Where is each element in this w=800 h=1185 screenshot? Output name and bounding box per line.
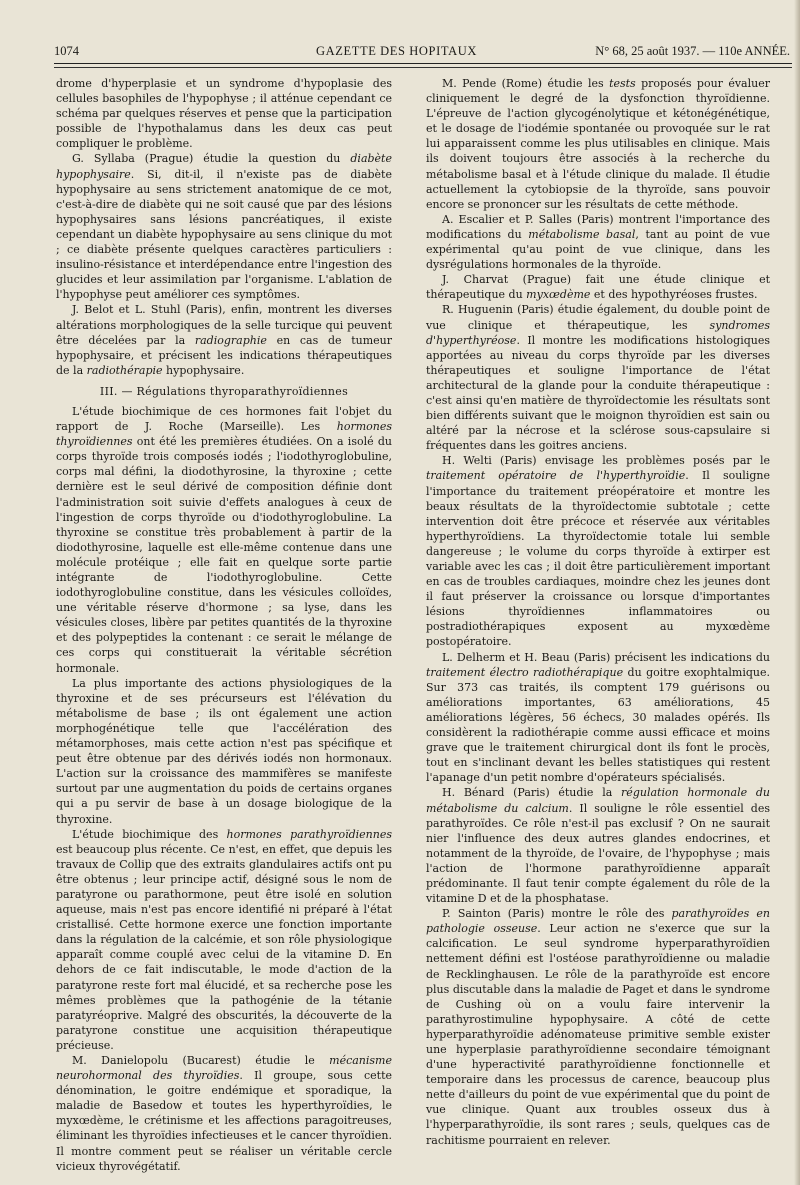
paragraph: P. Sainton (Paris) montre le rôle des parathyroïdes en pathologie osseuse. Leur action ne s'exerce que sur la calcification. Le seul syndrome hyperparathyroïdien nettement défini est l'ostéose parathyroïdienne ou maladie de Recklinghausen. Le rôle de la parathyroïde est encore plus discutable dans la maladie de Paget et dans le syndrome de Cushing où on a voulu faire intervenir la parathyrostimuline hypophysaire. A côté de cette hyperparathyroïdie adénomateuse primitive semble exister une hyperplasie parathyroïdienne secondaire témoignant d'une hyperactivité parathyroïdienne fonctionnelle et temporaire dans les processus de carence, beaucoup plus nette d'ailleurs du point de vue expérimental que du point de vue clinique. Quant aux troubles osseux dus à l'hyperparathyroïdie, ils sont rares ; seuls, quelques cas de rachitisme pourraient en relever. <box>426 907 770 1147</box>
paragraph: L'étude biochimique des hormones parathyroïdiennes est beaucoup plus récente. Ce n'est, en effet, que depuis les travaux de Collip que des extraits glandulaires actifs ont pu être obtenus ; leur principe actif, désigné sous le nom de paratyrone ou parathormone, peut être isolé en solution aqueuse, mais n'est pas encore identifié ni préparé à l'état cristallisé. Cette hormone exerce une fonction importante dans la régulation de la calcémie, et son rôle physiologique apparaît comme couplé avec celui de la vitamine D. En dehors de ce fait indiscutable, le mode d'action de la paratyrone reste fort mal élucidé, et sa recherche pose les mêmes problèmes que la pathogénie de la tétanie paratyréoprive. Malgré des obscurités, la découverte de la paratyrone constitue une acquisition thérapeutique précieuse. <box>56 827 392 1052</box>
header-rule-thin <box>54 67 792 68</box>
paragraph: La plus importante des actions physiologiques de la thyroxine et de ses précurseurs est l'élévation du métabolisme de base ; ils ont également une action morphogénétique telle que l'accélération des métamorphoses, mais cette action n'est pas spécifique et peut être obtenue par des dérivés iodés non hormonaux. L'action sur la croissance des mammifères se manifeste surtout par une augmentation du poids de certains organes qui a pu servir de base à un dosage biologique de la thyroxine. <box>56 676 392 826</box>
page-header <box>54 44 790 64</box>
paragraph: R. Huguenin (Paris) étudie également, du double point de vue clinique et thérapeutique, les syndromes d'hyperthyréose. Il montre les modifications histologiques apportées au niveau du corps thyroïde par les diverses thérapeutiques et souligne l'importance de l'état architectural de la glande pour la conduite thérapeutique : c'est ainsi qu'en matière de thyroïdectomie les résultats sont bien différents suivant que le moignon thyroïdien est sain ou altéré par la nécrose et la sclérose sous-capsulaire si fréquentes dans les goitres anciens. <box>426 303 770 453</box>
paragraph: L'étude biochimique de ces hormones fait l'objet du rapport de J. Roche (Marseille). Les hormones thyroïdiennes ont été les premières étudiées. On a isolé du corps thyroïde trois composés iodés ; l'iodothyroglobuline, corps mal défini, la diodothyrosine, la thyroxine ; cette dernière est le seul dérivé de composition définie dont l'administration soit suivie d'effets analogues à ceux de l'ingestion de corps thyroïde ou d'iodothyroglobuline. La thyroxine se constitue très probablement à partir de la diodothyrosine, laquelle est elle-même contenue dans une molécule protéique ; elle fait en quelque sorte partie intégrante de l'iodothyroglobuline. Cette iodothyroglobuline constitue, dans les vésicules colloïdes, une véritable réserve d'hormone ; sa lyse, dans les vésicules closes, libère par petites quantités de la thyroxine et des polypeptides la contenant : ce serait le mélange de ces corps qui constituerait la véritable sécrétion hormonale. <box>56 404 392 675</box>
paragraph: M. Pende (Rome) étudie les tests proposés pour évaluer cliniquement le degré de la dysfonction thyroïdienne. L'épreuve de l'action glycogénolytique et kétonégénétique, et le dosage de l'iodémie spontanée ou provoquée sur le rat lui apparaissent comme les plus utilisables en clinique. Mais ils doivent toujours être associés à la recherche du métabolisme basal et à l'étude clinique du malade. Il étudie actuellement la cytobiopsie de la thyroïde, sans pouvoir encore se prononcer sur les résultats de cette méthode. <box>426 77 770 211</box>
paragraph: J. Belot et L. Stuhl (Paris), enfin, montrent les diverses altérations morphologiques de la selle turcique qui peuvent être décelées par la radiographie en cas de tumeur hypophysaire, et précisent les indications thérapeutiques de la radiothérapie hypophysaire. <box>56 303 392 377</box>
header-rule <box>54 63 792 64</box>
right-column <box>426 76 770 1148</box>
paragraph: drome d'hyperplasie et un syndrome d'hypoplasie des cellules basophiles de l'hypophyse ; il atténue cependant ce schéma par quelques réserves et pense que la participation possible de l'hypothalamus dans les deux cas peut compliquer le problème. <box>56 77 392 151</box>
page-binding-edge <box>794 0 800 1185</box>
issue-line: N° 68, 25 août 1937. — 110e ANNÉE. <box>595 44 790 58</box>
paragraph: H. Bénard (Paris) étudie la régulation hormonale du métabolisme du calcium. Il souligne le rôle essentiel des parathyroïdes. Ce rôle n'est-il pas exclusif ? On ne saurait nier l'influence des deux autres glandes endocrines, et notamment de la thyroïde, de l'ovaire, de l'hypophyse ; mais l'action de l'hormone parathyroïdienne apparaît prédominante. Il faut tenir compte également du rôle de la vitamine D et de la phosphatase. <box>426 786 770 906</box>
page-number: 1074 <box>54 44 79 58</box>
paragraph: M. Danielopolu (Bucarest) étudie le mécanisme neurohormonal des thyroïdies. Il groupe, sous cette dénomination, le goitre endémique et sporadique, la maladie de Basedow et toutes les hyperthyroïdies, le myxœdème, le crétinisme et les affections paragoitreuses, éliminant les thyroïdies infectieuses et le cancer thyroïdien. Il montre comment peut se réaliser un véritable cercle vicieux thyrovégétatif. <box>56 1054 393 1173</box>
journal-title: GAZETTE DES HOPITAUX <box>316 44 477 58</box>
paragraph: H. Welti (Paris) envisage les problèmes posés par le traitement opératoire de l'hyperthyroïdie. Il souligne l'importance du traitement préopératoire et montre les beaux résultats de la thyroïdectomie subtotale ; cette intervention doit être précoce et réservée aux véritables hyperthyroïdiens. La thyroïdectomie totale lui semble dangereuse ; le volume du corps thyroïde à extirper est variable avec les cas ; il doit être particulièrement important en cas de troubles cardiaques, moindre chez les jeunes dont il faut préserver la croissance ou lorsque d'importantes lésions thyroïdiennes inflammatoires ou postradiothérapiques exposent au myxœdème postopératoire. <box>426 454 770 649</box>
section-heading: III. — Régulations thyroparathyroïdiennes <box>99 384 349 398</box>
paragraph: A. Escalier et P. Salles (Paris) montrent l'importance des modifications du métabolisme basal, tant au point de vue expérimental qu'au point de vue clinique, dans les dysrégulations hormonales de la thyroïde. <box>426 212 771 272</box>
left-column <box>56 76 392 1174</box>
paragraph: G. Syllaba (Prague) étudie la question du diabète hypophysaire. Si, dit-il, il n'existe pas de diabète hypophysaire au sens strictement anatomique de ce mot, c'est-à-dire de diabète qui ne soit causé que par des lésions hypophysaires sans lésions pancréatiques, il existe cependant un diabète hypophysaire au sens clinique du mot ; ce diabète présente quelques caractères particuliers : insulino-résistance et interdépendance entre l'ingestion des glucides et leur assimilation par l'organisme. L'ablation de l'hypophyse peut améliorer ces symptômes. <box>56 152 392 302</box>
paragraph: L. Delherm et H. Beau (Paris) précisent les indications du traitement électro radiothérapique du goitre exophtalmique. Sur 373 cas traités, ils comptent 179 guérisons ou améliorations importantes, 63 améliorations, 45 améliorations légères, 56 échecs, 30 malades opérés. Ils considèrent la radiothérapie comme aussi efficace et moins grave que le traitement chirurgical dont ils font le procès, tout en s'inclinant devant les belles statistiques qui restent l'apanage d'un petit nombre d'opérateurs spécialisés. <box>426 650 770 785</box>
paragraph: J. Charvat (Prague) fait une étude clinique et thérapeutique du myxœdème et des hypothyréoses frustes. <box>426 273 770 302</box>
